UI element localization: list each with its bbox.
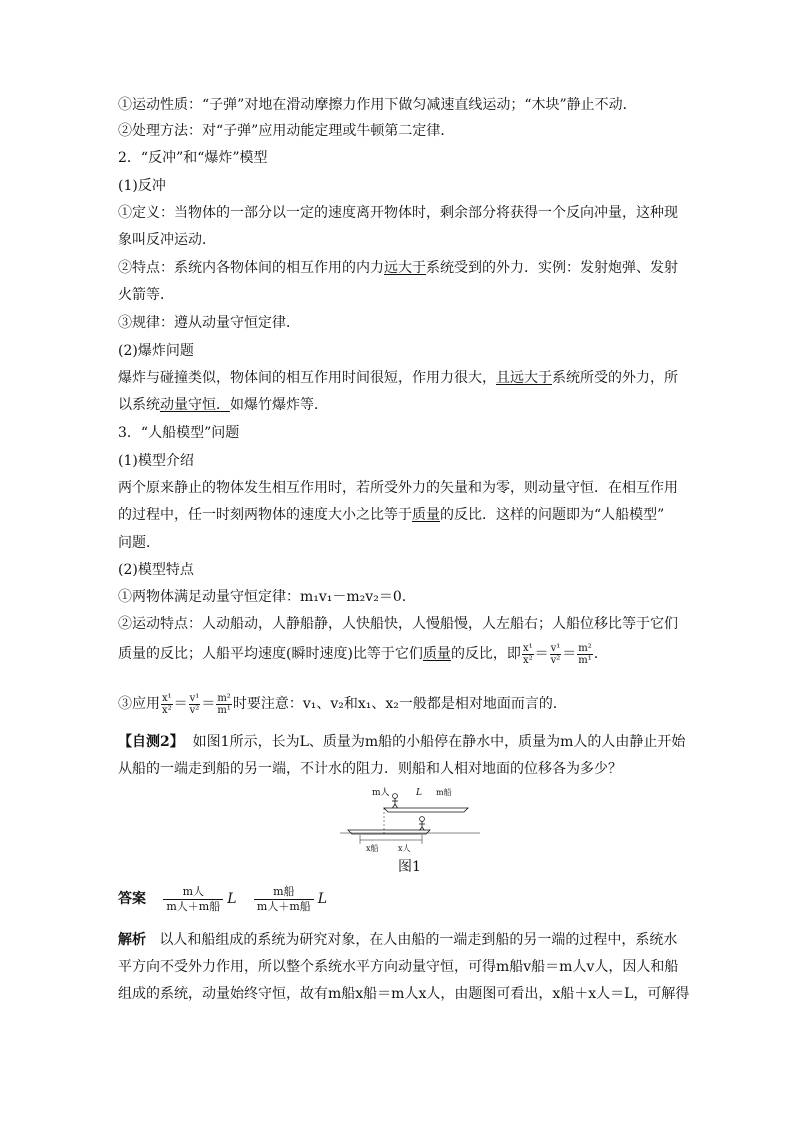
text-line [118, 258, 678, 278]
text-line: ①运动性质：“子弹”对地在滑动摩擦力作用下做匀减速直线运动；“木块”静止不动． [118, 97, 637, 113]
section-heading: 3．“人船模型”问题 [118, 425, 240, 441]
explanation-line: 平方向不受外力作用，所以整个系统水平方向动量守恒，可得m船v船＝m人v人，因人和船 [118, 959, 679, 975]
formula-line: ①两物体满足动量守恒定律：m₁v₁－m₂v₂＝0. [118, 589, 407, 605]
explanation-label: 解析 [118, 932, 146, 948]
fraction: $\frac{\text{m²}}{\text{m¹}}$ [217, 692, 231, 716]
text-line [118, 368, 678, 388]
section-heading: 2．“反冲”和“爆炸”模型 [118, 150, 268, 166]
explanation-line [118, 930, 677, 950]
text-line: 两个原来静止的物体发生相互作用时，若所受外力的矢量和为零，则动量守恒．在相互作用 [118, 480, 678, 496]
boat-bottom-shape [348, 830, 430, 834]
text-span: 系统所受的外力，所 [552, 370, 678, 386]
fraction: $\frac{\text{m²}}{\text{m¹}}$ [578, 642, 592, 666]
fraction: $\frac{\text{x¹}}{\text{x²}}$ [522, 642, 533, 666]
fraction: $\frac{\text{v¹}}{\text{v²}}$ [550, 642, 561, 666]
variable-L: L [317, 891, 328, 907]
text-span: 如爆竹爆炸等． [230, 397, 328, 413]
figure-label-m-boat: m船 [436, 788, 452, 797]
formula-line: ③应用 $\frac{\text{x¹}}{\text{x²}}$ ＝ $\frac{\text{v¹}}{\text{v²}}$ ＝ $\frac{\text{m²}}{\text{m¹}}$ 时要注意：v₁、v₂和x₁、x₂一般都是相对地面而言的． [118, 692, 567, 716]
text-line: 火箭等． [118, 287, 174, 303]
text-span: 的反比．这样的问题即为“人船模型” [440, 507, 665, 523]
figure-caption: 图1 [398, 859, 421, 875]
text-line: ③规律：遵从动量守恒定律． [118, 315, 300, 331]
underlined-term: 远大于 [384, 260, 426, 276]
text-line: ②处理方法：对“子弹”应用动能定理或牛顿第二定律． [118, 123, 455, 139]
subsection-heading: (1)反冲 [118, 178, 166, 194]
text-line: 问题． [118, 535, 160, 551]
figure-boat-person [340, 782, 480, 854]
subsection-heading: (2)模型特点 [118, 562, 194, 578]
text-span: 时要注意：v₁、v₂和x₁、x₂一般都是相对地面而言的． [232, 696, 567, 712]
text-line [118, 505, 664, 525]
text-span: 的反比，即 [450, 646, 521, 662]
text-span: 的过程中，任一时刻两物体的速度大小之比等于 [118, 507, 412, 523]
underlined-term: 动量守恒． [160, 397, 230, 413]
figure-label-x-boat: x船 [366, 844, 379, 853]
text-line: 象叫反冲运动． [118, 232, 216, 248]
underlined-term: 质量 [422, 646, 451, 662]
question-line [118, 732, 685, 752]
question-tag: 【自测2】 [118, 734, 184, 750]
fraction: $\frac{\text{v¹}}{\text{v²}}$ [189, 692, 200, 716]
figure-label-m-person: m人 [372, 788, 390, 798]
subsection-heading: (1)模型介绍 [118, 453, 194, 469]
answer-line [118, 884, 327, 914]
text-span: ③应用 [118, 696, 160, 712]
text-span: 如图1所示，长为L、质量为m船的小船停在静水中，质量为m人的人由静止开始 [192, 734, 686, 750]
text-span: 系统受到的外力．实例：发射炮弹、发射 [426, 260, 678, 276]
figure-label-x-person: x人 [398, 844, 411, 853]
underlined-term: 质量 [412, 507, 440, 523]
fraction: m船 m人＋m船 [254, 885, 314, 914]
formula-line: 质量的反比；人船平均速度(瞬时速度)比等于它们质量的反比，即 $\frac{\text{x¹}}{\text{x²}}$ ＝ $\frac{\text{v¹}}{\text{v²}}$ ＝ $\frac{\text{m²}}{\text{m¹}}$ . [118, 642, 599, 666]
fraction: m人 m人＋m船 [163, 885, 223, 914]
answer-label: 答案 [118, 891, 146, 907]
text-line: ②运动特点：人动船动，人静船静，人快船快，人慢船慢，人左船右；人船位移比等于它们 [118, 616, 678, 632]
text-span: 爆炸与碰撞类似，物体间的相互作用时间很短，作用力很大， [118, 370, 496, 386]
text-line [118, 395, 328, 415]
person-icon [392, 794, 398, 808]
text-span: 以系统 [118, 397, 160, 413]
text-line: ①定义：当物体的一部分以一定的速度离开物体时，剩余部分将获得一个反向冲量，这种现 [118, 205, 678, 221]
subsection-heading: (2)爆炸问题 [118, 343, 194, 359]
explanation-line: 组成的系统，动量始终守恒，故有m船x船＝m人x人，由题图可看出，x船＋x人＝L，可解得 [118, 986, 690, 1002]
person-icon [419, 817, 425, 831]
underlined-term: 且远大于 [496, 370, 552, 386]
figure-label-L: L [416, 788, 422, 798]
variable-L: L [227, 891, 237, 907]
text-span: 质量的反比；人船平均速度(瞬时速度)比等于它们 [118, 646, 423, 662]
question-line: 从船的一端走到船的另一端，不计水的阻力．则船和人相对地面的位移各为多少？ [118, 761, 622, 777]
fraction: $\frac{\text{x¹}}{\text{x²}}$ [162, 692, 172, 716]
text-span: 以人和船组成的系统为研究对象，在人由船的一端走到船的另一端的过程中，系统水 [159, 932, 678, 948]
text-span: ②特点：系统内各物体间的相互作用的内力 [118, 260, 384, 276]
boat-top-shape [384, 808, 468, 812]
